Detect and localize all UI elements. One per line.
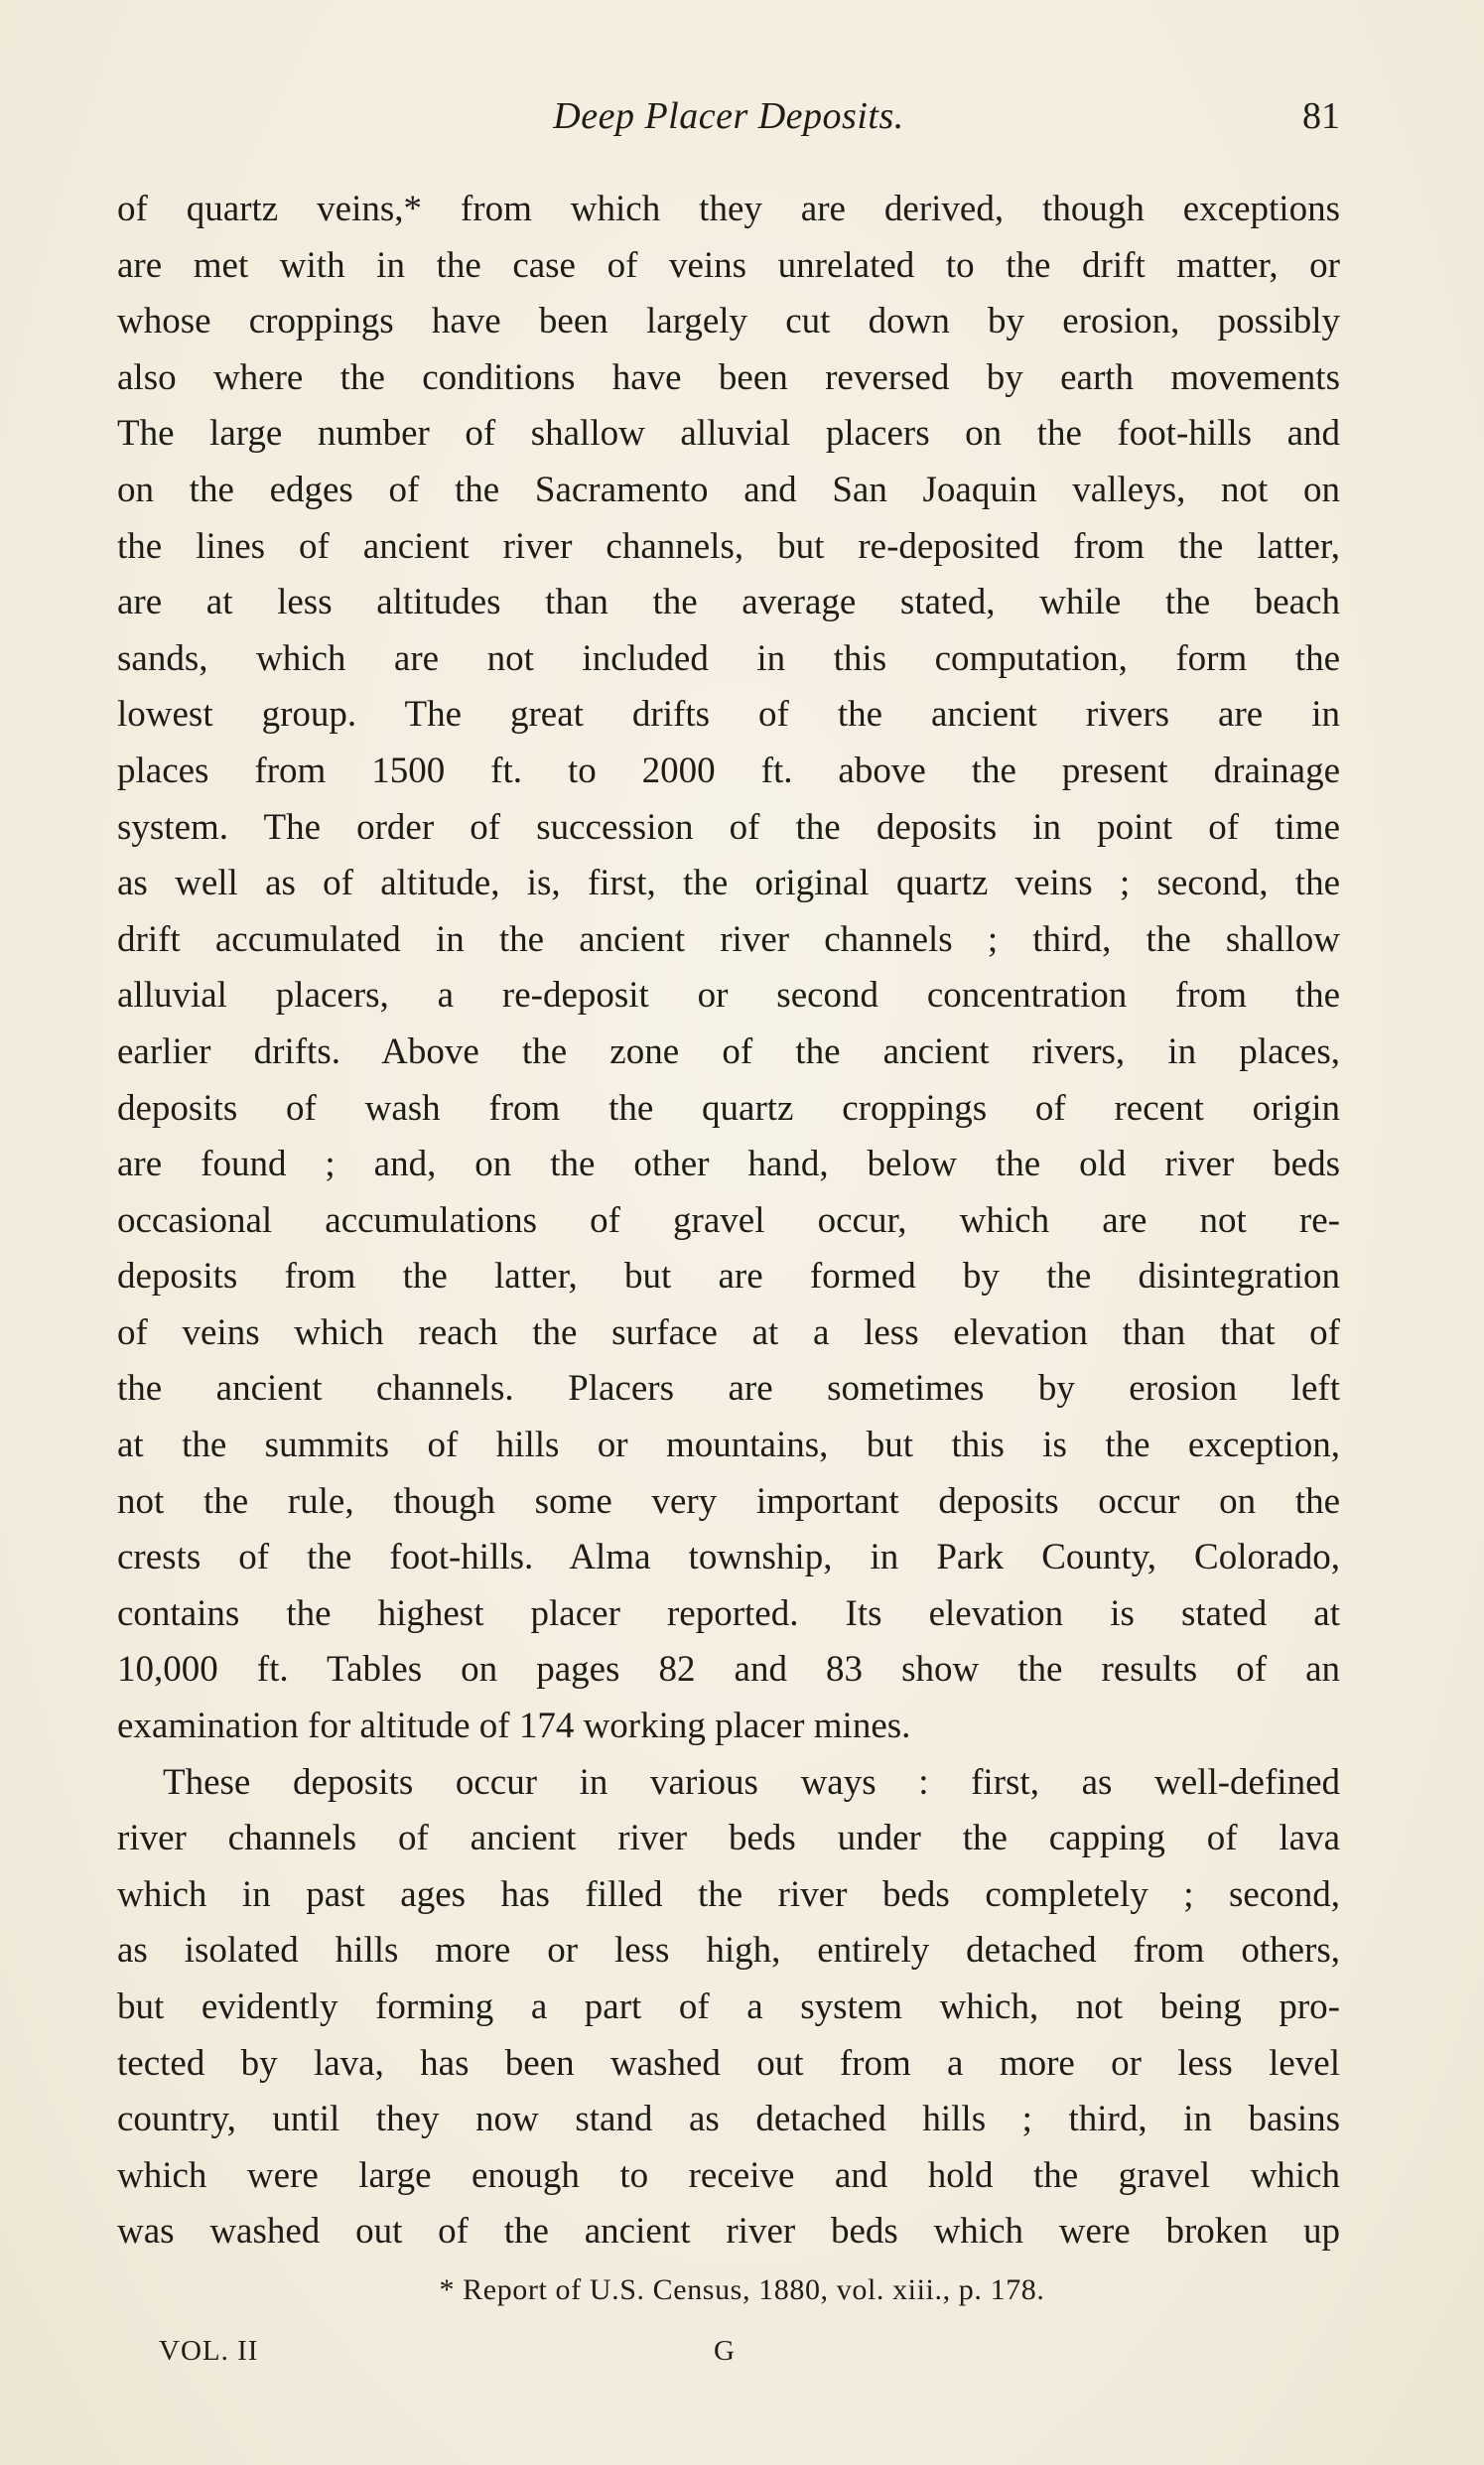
text-line: contains the highest placer reported. Its elevation is stated at bbox=[117, 1592, 1340, 1634]
text-line: as isolated hills more or less high, entirely detached from others, bbox=[117, 1930, 1340, 1972]
running-head bbox=[117, 94, 1340, 144]
text-line: are met with in the case of veins unrelated to the drift matter, or bbox=[117, 244, 1340, 286]
text-line: sands, which are not included in this computation, form the bbox=[117, 637, 1340, 679]
text-line: which were large enough to receive and hold the gravel which bbox=[117, 2154, 1340, 2196]
text-line: of quartz veins,* from which they are derived, though exceptions bbox=[117, 189, 1340, 229]
paragraph-1 bbox=[117, 182, 1340, 1755]
body-text bbox=[117, 182, 1340, 2260]
text-line: places from 1500 ft. to 2000 ft. above the present drainage bbox=[117, 750, 1340, 791]
text-line: are found ; and, on the other hand, below the old river beds bbox=[117, 1144, 1340, 1185]
text-line: examination for altitude of 174 working placer mines. bbox=[117, 1706, 911, 1747]
footnote: * Report of U.S. Census, 1880, vol. xiii., p. 178. bbox=[439, 2273, 1045, 2306]
text-line: These deposits occur in various ways : first, as well-defined bbox=[163, 1761, 1340, 1803]
text-line: system. The order of succession of the deposits in point of time bbox=[117, 806, 1340, 848]
volume-signature: VOL. II bbox=[159, 2335, 259, 2367]
text-line: which in past ages has filled the river beds completely ; second, bbox=[117, 1873, 1340, 1915]
text-line: alluvial placers, a re-deposit or second concentration from the bbox=[117, 975, 1340, 1017]
text-line: deposits of wash from the quartz croppings of recent origin bbox=[117, 1087, 1340, 1129]
text-line: river channels of ancient river beds under the capping of lava bbox=[117, 1818, 1340, 1859]
text-line: are at less altitudes than the average stated, while the beach bbox=[117, 582, 1340, 623]
signature-letter: G bbox=[714, 2335, 735, 2367]
text-line: lowest group. The great drifts of the ancient rivers are in bbox=[117, 694, 1340, 736]
text-line: as well as of altitude, is, first, the original quartz veins ; second, the bbox=[117, 863, 1340, 904]
text-line: the lines of ancient river channels, but re-deposited from the latter, bbox=[117, 525, 1340, 567]
text-line: earlier drifts. Above the zone of the ancient rivers, in places, bbox=[117, 1030, 1340, 1072]
running-title: Deep Placer Deposits. bbox=[553, 95, 904, 137]
text-line: 10,000 ft. Tables on pages 82 and 83 show the results of an bbox=[117, 1649, 1340, 1691]
text-line: of veins which reach the surface at a less elevation than that of bbox=[117, 1311, 1340, 1353]
text-line: was washed out of the ancient river beds which were broken up bbox=[117, 2211, 1340, 2253]
page-number: 81 bbox=[1302, 95, 1340, 137]
text-line: The large number of shallow alluvial placers on the foot-hills and bbox=[117, 413, 1340, 455]
text-line: drift accumulated in the ancient river channels ; third, the shallow bbox=[117, 918, 1340, 960]
text-line: also where the conditions have been reversed by earth movements bbox=[117, 356, 1340, 398]
text-line: the ancient channels. Placers are sometimes by erosion left bbox=[117, 1368, 1340, 1410]
text-line: whose croppings have been largely cut down by erosion, possibly bbox=[117, 301, 1340, 342]
text-line: not the rule, though some very important deposits occur on the bbox=[117, 1480, 1340, 1522]
text-line: on the edges of the Sacramento and San Joaquin valleys, not on bbox=[117, 469, 1340, 510]
paragraph-2 bbox=[117, 1755, 1340, 2260]
text-line: but evidently forming a part of a system which, not being pro- bbox=[117, 1986, 1340, 2027]
text-line: tected by lava, has been washed out from a more or less level bbox=[117, 2042, 1340, 2084]
text-line: country, until they now stand as detached hills ; third, in basins bbox=[117, 2099, 1340, 2140]
text-line: crests of the foot-hills. Alma township, in Park County, Colorado, bbox=[117, 1537, 1340, 1578]
text-line: occasional accumulations of gravel occur, which are not re- bbox=[117, 1199, 1340, 1241]
text-line: at the summits of hills or mountains, but this is the exception, bbox=[117, 1425, 1340, 1466]
text-line: deposits from the latter, but are formed by the disintegration bbox=[117, 1256, 1340, 1298]
